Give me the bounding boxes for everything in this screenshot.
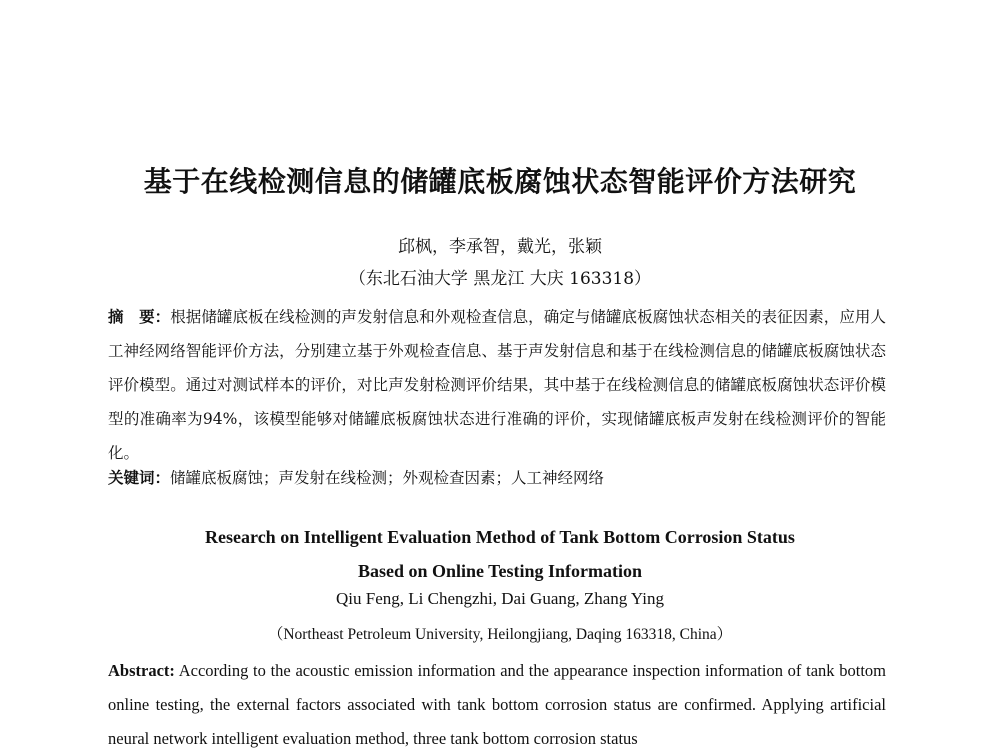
chinese-keywords	[108, 466, 886, 490]
chinese-keywords-label: 关键词：	[108, 469, 171, 487]
english-title	[0, 520, 1000, 588]
chinese-abstract	[108, 300, 886, 470]
english-title-line2: Based on Online Testing Information	[357, 561, 643, 581]
chinese-authors: 邱枫，李承智，戴光，张颖	[398, 237, 602, 257]
english-abstract	[108, 654, 886, 756]
english-title-line1: Research on Intelligent Evaluation Method of Tank Bottom Corrosion Status	[205, 527, 795, 547]
chinese-title: 基于在线检测信息的储罐底板腐蚀状态智能评价方法研究	[143, 165, 857, 198]
english-authors: Qiu Feng, Li Chengzhi, Dai Guang, Zhang Ying	[336, 589, 664, 608]
english-affiliation: （Northeast Petroleum University, Heilongjiang, Daqing 163318, China）	[267, 626, 733, 643]
chinese-abstract-label: 摘 要：	[108, 308, 171, 326]
chinese-abstract-text: 根据储罐底板在线检测的声发射信息和外观检查信息，确定与储罐底板腐蚀状态相关的表征因素，应用人工神经网络智能评价方法，分别建立基于外观检查信息、基于声发射信息和基于在线检测信息的储罐底板腐蚀状态评价模型。通过对测试样本的评价，对比声发射检测评价结果，其中基于在线检测信息的储罐底板腐蚀状态评价模型的准确率为94%，该模型能够对储罐底板腐蚀状态进行准确的评价，实现储罐底板声发射在线检测评价的智能化。	[108, 308, 886, 462]
english-abstract-label: Abstract:	[108, 661, 175, 680]
chinese-affiliation: （东北石油大学 黑龙江 大庆 163318）	[348, 269, 652, 289]
english-abstract-text: According to the acoustic emission information and the appearance inspection information of tank bottom online testing, the external factors associated with tank bottom corrosion status are confirmed. Applying artificial neural network intelligent evaluation method, three tank bottom corrosion status	[108, 661, 886, 748]
chinese-keywords-text: 储罐底板腐蚀；声发射在线检测；外观检查因素；人工神经网络	[170, 469, 605, 487]
